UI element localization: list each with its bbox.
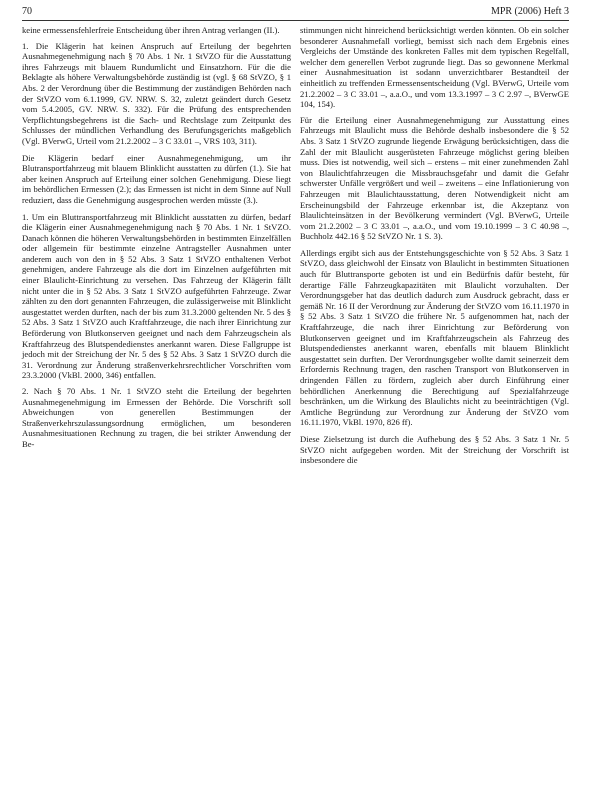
left-column — [22, 25, 291, 471]
right-column — [300, 25, 569, 471]
paragraph: 1. Die Klägerin hat keinen Anspruch auf Erteilung der begehrten Ausnahmegenehmigung nach § 70 Abs. 1 Nr. 1 StVZO für die Ausstattung ihres Fahrzeugs mit blauem Rundumlicht und Einsatzhorn. Für die die Beklagte als höhere Verwaltungsbehörde zuständig ist (vgl. § 68 StVZO, § 1 Abs. 2 der Verordnung über die Bestimmung der zuständigen Behörden nach der StVZO vom 6.1.1999, GV. NRW. S. 32, zuletzt geändert durch Gesetz vom 5.4.2005, GV. NRW. S. 332). Für die Prüfung des entsprechenden Verpflichtungsbegehrens ist die Sach- und Rechtslage zum Zeitpunkt des Schlusses der mündlichen Verhandlung des Berufungsgerichts maßgeblich (Vgl. BVerwG, Urteil vom 21.2.2002 – 3 C 33.01 –, VRS 103, 311). — [22, 40, 291, 146]
paragraph: Diese Zielsetzung ist durch die Aufhebung des § 52 Abs. 3 Satz 1 Nr. 5 StVZO nicht aufgegeben worden. Mit der Streichung der Vorschrift ist insbesondere die — [300, 433, 569, 466]
paragraph: 2. Nach § 70 Abs. 1 Nr. 1 StVZO steht die Erteilung der begehrten Ausnahmegenehmigung im Ermessen der Behörde. Die Vorschrift soll Abweichungen von generellen Bestimmungen der Straßenverkehrszulassungsordnung ermöglichen, um besonderen Ausnahmesituationen Rechnung zu tragen, die bei strikter Anwendung der Be- — [22, 386, 291, 449]
paragraph: 1. Um ein Bluttransportfahrzeug mit Blinklicht ausstatten zu dürfen, bedarf die Klägerin einer Ausnahmegenehmigung nach § 70 Abs. 1 Nr. 1 StVZO. Danach können die höheren Verwaltungsbehörden in bestimmten Einzelfällen oder allgemein für bestimmte einzelne Antragsteller Ausnahmen unter anderem auch von den in § 52 Abs. 3 Satz 1 StVZO enthaltenen Verbot genehmigen, andere Fahrzeuge als die dort im Einzelnen aufgeführten mit einer Blaulicht-Einrichtung zu versehen. Das Fahrzeug der Klägerin fällt nicht unter die in § 52 Abs. 3 Satz 1 StVZO aufgeführten Fahrzeuge. Zwar zählten zu den dort genannten Fahrzeugen, die zulässigerweise mit Blinklicht ausgestattet werden durften, nach der bis zum 31.3.2000 geltenden Nr. 5 des § 52 Abs. 3 Satz 1 StVZO auch Kraftfahrzeuge, die nach ihrer Einrichtung zur Beförderung von Blutkonserven geeignet und nach dem Fahrzeugschein als Kraftfahrzeug des Blutspendedienstes anerkannt waren. Diese Fallgruppe ist jedoch mit der Streichung der Nr. 5 des § 52 Abs. 3 Satz 1 StVZO durch die 31. Verordnung zur Änderung straßenverkehrsrechtlicher Vorschriften vom 23.3.2000 (VkBl. 2000, 346) entfallen. — [22, 211, 291, 381]
text-columns — [22, 25, 569, 471]
paragraph: stimmungen nicht hinreichend berücksichtigt werden könnten. Ob ein solcher besonderer Ausnahmefall vorliegt, bemisst sich nach dem Ergebnis eines Vergleichs der Umstände des konkreten Falles mit dem typischen Regelfall, welcher dem generellen Verbot zugrunde liegt. Das so gewonnene Merkmal einer Ausnahmesituation ist sodann unverzichtbarer Bestandteil der einheitlich zu treffenden Ermessensentscheidung (Vgl. BVerwG, Urteile vom 21.2.2002 – 3 C 33.01 –, a.a.O., und vom 13.3.1997 – 3 C 2.97 –, BVerwGE 104, 154). — [300, 25, 569, 110]
page-number: 70 — [22, 6, 32, 17]
page-header — [22, 6, 569, 21]
paragraph: keine ermessensfehlerfreie Entscheidung über ihren Antrag verlangen (II.). — [22, 25, 280, 35]
paragraph: Die Klägerin bedarf einer Ausnahmegenehmigung, um ihr Blutransportfahrzeug mit blauem Blinklicht ausstatten zu dürfen (1.). Sie hat aber keinen Anspruch auf Erteilung einer solchen Genehmigung. Diese liegt im behördlichen Ermessen (2.); das Ermessen ist nicht in dem Sinne auf Null reduziert, dass die Genehmigung ausgesprochen werden müsste (3.). — [22, 152, 291, 205]
paragraph: Für die Erteilung einer Ausnahmegenehmigung zur Ausstattung eines Fahrzeugs mit Blaulicht muss die Behörde deshalb insbesondere die § 52 Abs. 3 Satz 1 StVZO zugrunde liegende Erwägung berücksichtigen, dass die Zahl der mit Blaulicht ausgerüsteten Fahrzeuge möglichst gering bleiben muss. Dies ist notwendig, weil sich – erstens – mit einer zunehmenden Zahl von Blaulichtfahrzeugen die Missbrauchsgefahr und damit die Gefahr schwerster Unfälle vergrößert und weil – zweitens – eine Inflationierung von Fahrzeugen mit Blaulichtausstattung, deren Notwendigkeit nicht am Erscheinungsbild der Fahrzeuge erkennbar ist, die Akzeptanz von Blaulichteinsätzen in der Bevölkerung vermindert (Vgl. BVerwG, Urteile vom 21.2.2002 – 3 C 33.01 –, a.a.O., und vom 19.10.1999 – 3 C 40.98 –, Buchholz 442.16 § 52 StVZO Nr. 1 S. 3). — [300, 114, 569, 242]
paragraph: Allerdings ergibt sich aus der Entstehungsgeschichte von § 52 Abs. 3 Satz 1 StVZO, dass gleichwohl der Einsatz von Blaulicht in bestimmten Situationen auch für Bluttransporte geboten ist und ein Bedürfnis dafür besteht, für derartige Fälle Fahrzeugkapazitäten mit Blaulicht vorzuhalten. Der Verordnungsgeber hat das deutlich dadurch zum Ausdruck gebracht, dass er gemäß Nr. 16 II der Verordnung zur Änderung der StVZO vom 16.11.1970 in § 52 Abs. 3 Satz 1 StVZO die frühere Nr. 5 aufgenommen hat, nach der Kraftfahrzeuge, die nach ihrer Einrichtung zur Beförderung von Blutkonserven geeignet und im Kraftfahrzeugschein als Fahrzeug des Blutspendedienstes anerkannt waren, ebenfalls mit blauem Blinklicht ausgestattet sein durften. Der Verordnungsgeber wollte damit seinerzeit dem Erfordernis Rechnung tragen, den raschen Transport von Blutkonserven in dringenden Fällen zu fördern, zugleich aber durch Einführung einer behördlichen Anerkennung die Berechtigung auf Spezialfahrzeuge beschränken, um die Wirkung des Blaulichts nicht zu beeinträchtigen (Vgl. Amtliche Begründung zur Verordnung zur Änderung der StVZO vom 16.11.1970, VkBl. 1970, 826 ff). — [300, 247, 569, 428]
journal-title: MPR (2006) Heft 3 — [490, 6, 569, 17]
